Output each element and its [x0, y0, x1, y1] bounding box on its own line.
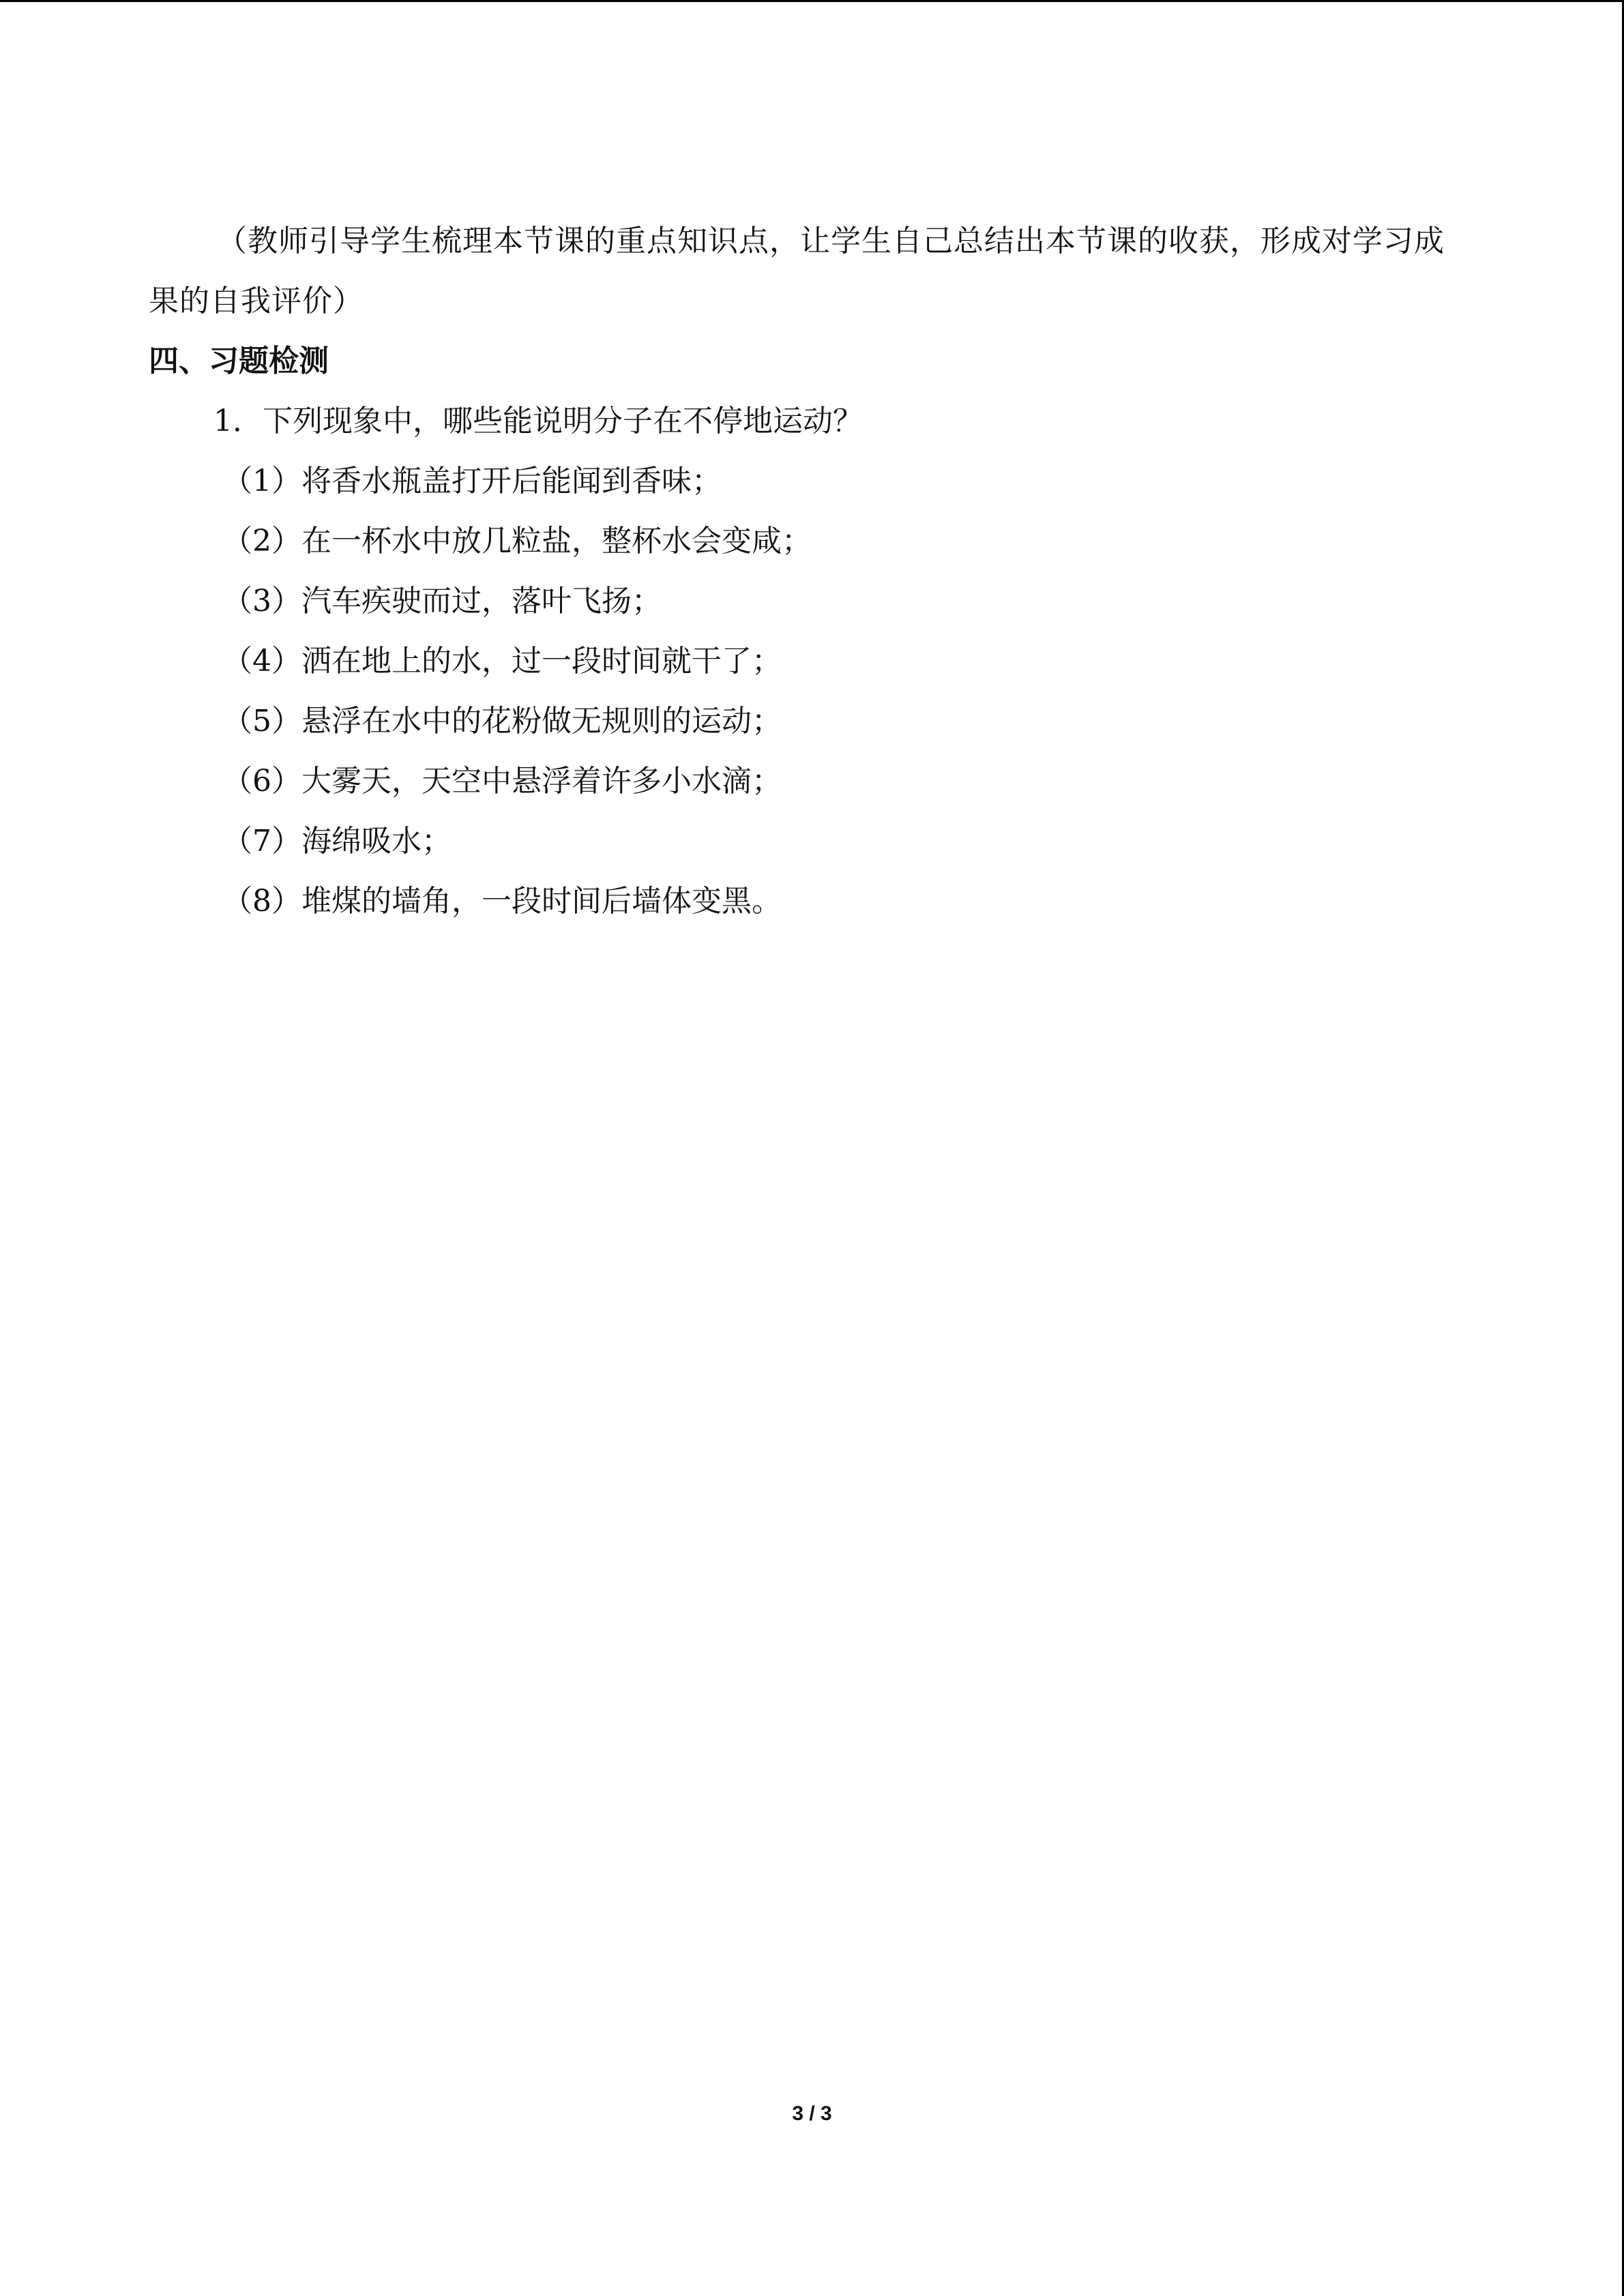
option-item: （6）大雾天，天空中悬浮着许多小水滴；	[222, 764, 782, 799]
option-item: （7）海绵吸水；	[222, 824, 452, 859]
option-list	[149, 451, 1468, 931]
section-heading: 四、习题检测	[149, 344, 329, 378]
option-item: （5）悬浮在水中的花粉做无规则的运动；	[222, 704, 782, 739]
option-item: （2）在一杯水中放几粒盐，整杯水会变咸；	[222, 524, 812, 558]
question-text: 1．下列现象中，哪些能说明分子在不停地运动？	[213, 404, 863, 438]
option-item: （1）将香水瓶盖打开后能闻到香味；	[222, 464, 722, 498]
option-item: （8）堆煤的墙角，一段时间后墙体变黑。	[222, 884, 782, 919]
option-item: （4）洒在地上的水，过一段时间就干了；	[222, 644, 782, 679]
page-number: 3 / 3	[792, 2102, 832, 2125]
option-item: （3）汽车疾驶而过，落叶飞扬；	[222, 584, 662, 618]
document-body	[149, 211, 1468, 931]
summary-paragraph: （教师引导学生梳理本节课的重点知识点，让学生自己总结出本节课的收获，形成对学习成果的自我评价）	[149, 224, 1445, 318]
